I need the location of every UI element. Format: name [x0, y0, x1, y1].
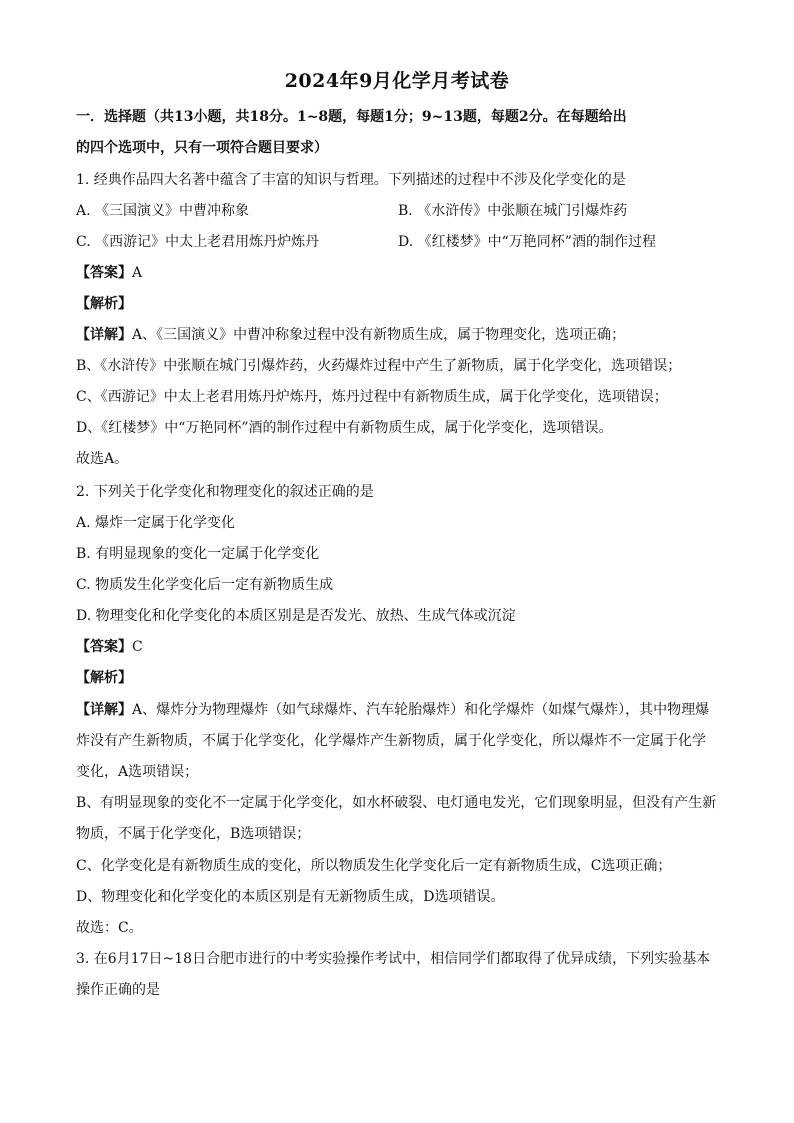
q2-conclusion: 故选：C。 — [76, 920, 143, 936]
detail-text: A、爆炸分为物理爆炸（如气球爆炸、汽车轮胎爆炸）和化学爆炸（如煤气爆炸），其中物理爆 — [132, 702, 710, 718]
detail-label: 【详解】 — [76, 702, 132, 718]
q2-answer — [76, 636, 722, 656]
q2-option-a: A. 爆炸一定属于化学变化 — [76, 515, 236, 531]
q2-analysis-label: 【解析】 — [76, 670, 132, 686]
section-heading-line1: 一．选择题（共13小题，共18分。1~8题，每题1分；9~13题，每题2分。在每题给出 — [76, 109, 627, 125]
q1-detail-line-4: D、《红楼梦》中“万艳同杯”酒的制作过程中有新物质生成，属于化学变化，选项错误。 — [76, 420, 613, 436]
q2-detail-line-7: D、物理变化和化学变化的本质区别是有无新物质生成，D选项错误。 — [76, 889, 505, 905]
q2-detail-line-3: 变化，A选项错误； — [76, 764, 199, 780]
q2-option-c: C. 物质发生化学变化后一定有新物质生成 — [76, 577, 334, 593]
detail-text: A、《三国演义》中曹冲称象过程中没有新物质生成，属于物理变化，选项正确； — [132, 327, 626, 343]
q2-detail-line-2: 炸没有产生新物质，不属于化学变化，化学爆炸产生新物质，属于化学变化，所以爆炸不一定属于化学 — [76, 733, 706, 749]
answer-label: 【答案】 — [76, 639, 132, 655]
page-title: 2024年9月化学月考试卷 — [284, 70, 510, 92]
q1-answer — [76, 262, 722, 282]
q1-conclusion: 故选A。 — [76, 451, 129, 467]
q1-option-a: A. 《三国演义》中曹冲称象 — [76, 203, 250, 219]
q2-detail-line-4: B、有明显现象的变化不一定属于化学变化，如水杯破裂、电灯通电发光，它们现象明显，但没有产生新 — [76, 795, 717, 811]
q1-option-c: C. 《西游记》中太上老君用炼丹炉炼丹 — [76, 234, 320, 250]
q2-detail-line-1 — [76, 699, 722, 719]
q3-stem-line2: 操作正确的是 — [76, 982, 160, 998]
q3-stem-line1: 3. 在6月17日~18日合肥市进行的中考实验操作考试中，相信同学们都取得了优异成绩，下列实验基本 — [76, 951, 711, 967]
q2-option-d: D. 物理变化和化学变化的本质区别是是否发光、放热、生成气体或沉淀 — [76, 608, 516, 624]
q1-detail-line-2: B、《水浒传》中张顺在城门引爆炸药，火药爆炸过程中产生了新物质，属于化学变化，选项错误； — [76, 358, 682, 374]
detail-label: 【详解】 — [76, 327, 132, 343]
q2-stem: 2. 下列关于化学变化和物理变化的叙述正确的是 — [76, 484, 374, 500]
q1-detail-line-3: C、《西游记》中太上老君用炼丹炉炼丹，炼丹过程中有新物质生成，属于化学变化，选项错误； — [76, 389, 668, 405]
q1-stem: 1. 经典作品四大名著中蕴含了丰富的知识与哲理。下列描述的过程中不涉及化学变化的是 — [76, 172, 626, 188]
q1-analysis-label: 【解析】 — [76, 296, 132, 312]
answer-value: A — [132, 265, 143, 281]
q1-option-b: B. 《水浒传》中张顺在城门引爆炸药 — [398, 203, 628, 219]
q2-detail-line-6: C、化学变化是有新物质生成的变化，所以物质发生化学变化后一定有新物质生成，C选项正确； — [76, 858, 672, 874]
answer-label: 【答案】 — [76, 265, 132, 281]
q1-option-d: D. 《红楼梦》中“万艳同杯”酒的制作过程 — [398, 234, 656, 250]
answer-value: C — [132, 639, 143, 655]
q2-detail-line-5: 物质，不属于化学变化，B选项错误； — [76, 826, 311, 842]
section-heading-line2: 的四个选项中，只有一项符合题目要求） — [76, 140, 328, 156]
q1-detail-line-1 — [76, 324, 722, 344]
q2-option-b: B. 有明显现象的变化一定属于化学变化 — [76, 546, 320, 562]
